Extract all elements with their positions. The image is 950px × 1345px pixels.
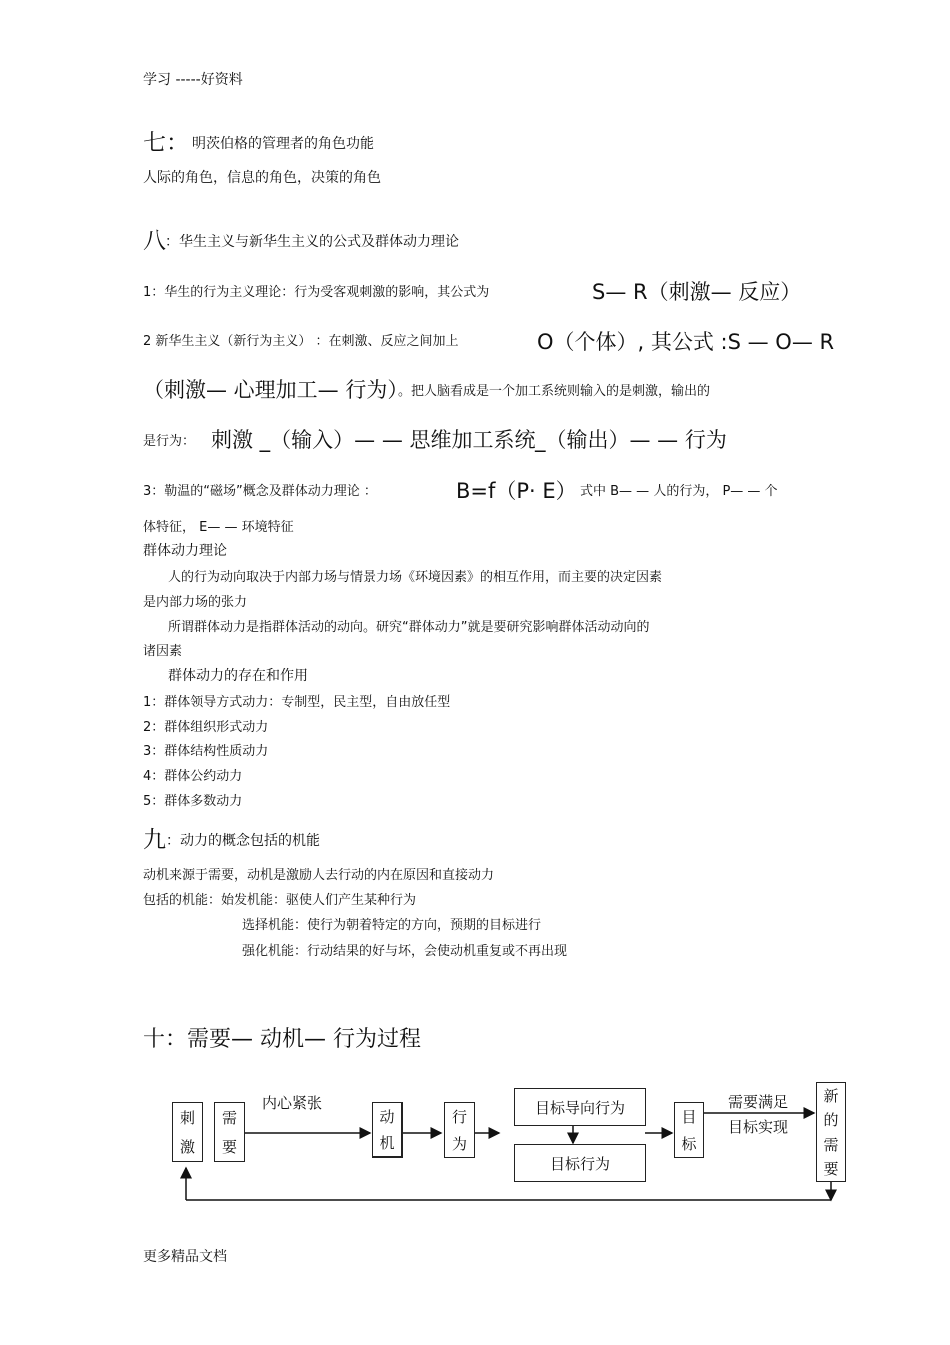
watson-text: 1：华生的行为主义理论：行为受客观刺激的影响，其公式为 <box>143 285 490 300</box>
stimulus-box <box>172 1102 203 1162</box>
neo-watson-text-3: 是行为： <box>143 434 196 449</box>
need-satisfied-label: 需要满足 <box>728 1093 789 1111</box>
section-9-number: 九 <box>143 827 166 853</box>
new-need-label-1: 新 <box>823 1086 839 1105</box>
lewin-formula: B=f（P· E） <box>456 479 577 503</box>
need-label-2: 要 <box>221 1138 237 1156</box>
section-8-title: ：华生主义与新华生主义的公式及群体动力理论 <box>165 234 459 250</box>
behavior-box <box>444 1102 475 1158</box>
section-9-line-1: 动机来源于需要，动机是激励人去行动的内在原因和直接动力 <box>143 868 495 883</box>
goal-behavior-box <box>514 1144 646 1182</box>
goal-achieved-label: 目标实现 <box>728 1118 789 1136</box>
goal-label-2: 标 <box>681 1135 697 1153</box>
inner-tension-label: 内心紧张 <box>262 1094 323 1112</box>
motive-label-1: 动 <box>379 1107 395 1126</box>
new-need-label-2: 的 <box>823 1111 839 1130</box>
list-item: 4：群体公约动力 <box>143 769 243 784</box>
section-7-title: 明茨伯格的管理者的角色功能 <box>192 136 374 152</box>
section-7-number: 七： <box>143 130 189 156</box>
lewin-text-2: 式中 B— — 人的行为， P— — 个 <box>580 484 778 499</box>
neo-watson-text: 2 新华生主义（新行为主义） ：在刺激、反应之间加上 <box>143 334 459 349</box>
goal-box <box>674 1102 704 1158</box>
section-9-line-3: 选择机能：使行为朝着特定的方向，预期的目标进行 <box>242 918 542 933</box>
io-formula-2: _（输出）— — 行为 <box>535 428 727 452</box>
list-item: 3：群体结构性质动力 <box>143 744 269 759</box>
section-8-number: 八 <box>143 228 166 254</box>
page-footer: 更多精品文档 <box>143 1249 227 1265</box>
group-dynamics-p2b: 诸因素 <box>143 644 183 659</box>
io-formula-1: 刺激 _（输入）— — 思维加工系统 <box>211 428 536 452</box>
behavior-label-1: 行 <box>451 1108 467 1126</box>
section-9-line-2: 包括的机能：始发机能：驱使人们产生某种行为 <box>143 893 417 908</box>
group-dynamics-p2a: 所谓群体动力是指群体活动的动向。研究“群体动力”就是要研究影响群体活动动向的 <box>168 620 650 635</box>
section-9-line-4: 强化机能：行动结果的好与坏，会使动机重复或不再出现 <box>242 944 568 959</box>
group-dynamics-p1b: 是内部力场的张力 <box>143 595 248 610</box>
group-dynamics-title: 群体动力理论 <box>143 543 227 559</box>
new-need-label-3: 需 <box>823 1135 839 1154</box>
section-10-title: 十：需要— 动机— 行为过程 <box>143 1027 421 1052</box>
stimulus-label-1: 刺 <box>179 1109 195 1127</box>
stimulus-label-2: 激 <box>179 1138 195 1156</box>
list-item: 2：群体组织形式动力 <box>143 720 269 735</box>
motive-label-2: 机 <box>379 1134 395 1153</box>
need-box <box>214 1102 245 1162</box>
section-7-body: 人际的角色，信息的角色，决策的角色 <box>143 170 381 186</box>
neo-watson-formula: O（个体）, 其公式 :S — O— R <box>537 330 835 354</box>
list-item: 5：群体多数动力 <box>143 794 243 809</box>
watson-formula: S— R（刺激— 反应） <box>592 280 802 304</box>
goal-directed-label: 目标导向行为 <box>534 1098 625 1117</box>
section-9-title: ：动力的概念包括的机能 <box>166 833 320 849</box>
need-label-1: 需 <box>221 1109 237 1127</box>
group-dynamics-p1a: 人的行为动向取决于内部力场与情景力场《环境因素》的相互作用，而主要的决定因素 <box>168 570 663 585</box>
group-dynamics-subtitle: 群体动力的存在和作用 <box>168 668 308 684</box>
goal-behavior-label: 目标行为 <box>549 1154 610 1173</box>
neo-watson-formula-2: （刺激— 心理加工— 行为） <box>143 378 409 402</box>
motive-box <box>372 1102 403 1158</box>
goal-label-1: 目 <box>681 1108 697 1126</box>
lewin-text: 3：勒温的“磁场”概念及群体动力理论 ： <box>143 484 377 499</box>
neo-watson-text-2: 。把人脑看成是一个加工系统则输入的是刺激，输出的 <box>398 384 711 399</box>
goal-directed-box <box>514 1088 646 1126</box>
new-need-box <box>816 1082 846 1182</box>
new-need-label-4: 要 <box>823 1160 839 1179</box>
behavior-label-2: 为 <box>451 1135 467 1153</box>
page-header: 学习 -----好资料 <box>143 72 243 88</box>
list-item: 1：群体领导方式动力：专制型，民主型，自由放任型 <box>143 695 451 710</box>
lewin-text-3: 体特征， E— — 环境特征 <box>143 520 294 535</box>
